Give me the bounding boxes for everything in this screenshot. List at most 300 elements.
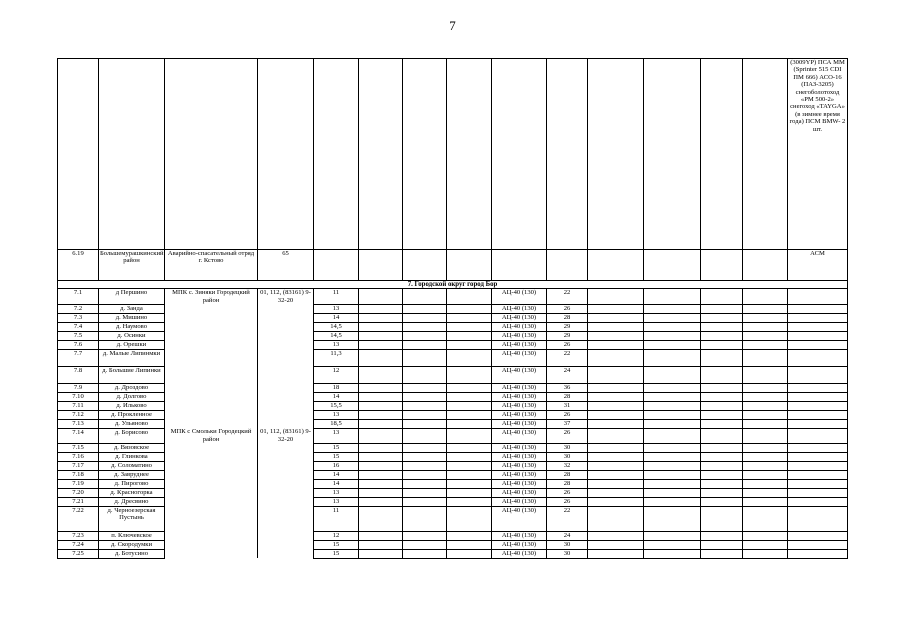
empty-cell <box>701 349 743 366</box>
empty-cell <box>701 497 743 506</box>
row-number: 7.8 <box>58 366 99 383</box>
settlement-name: д. Соломатино <box>99 461 165 470</box>
table-row <box>58 531 848 540</box>
empty-cell <box>701 366 743 383</box>
fire-truck: АЦ-40 (130) <box>492 540 547 549</box>
empty-cell <box>788 313 848 322</box>
empty-cell <box>588 479 644 488</box>
empty-cell <box>403 540 447 549</box>
empty-cell <box>743 506 788 531</box>
empty-cell <box>447 366 492 383</box>
table-row <box>58 540 848 549</box>
arrival-time: 26 <box>547 428 588 443</box>
unit-cell <box>165 452 258 461</box>
empty-cell <box>701 392 743 401</box>
empty-cell <box>359 289 403 304</box>
distance: 13 <box>314 340 359 349</box>
distance: 15 <box>314 549 359 558</box>
empty-cell <box>644 540 701 549</box>
row-number: 7.25 <box>58 549 99 558</box>
empty-cell <box>447 479 492 488</box>
fire-truck: АЦ-40 (130) <box>492 289 547 304</box>
unit-cell <box>165 540 258 549</box>
table-row <box>58 322 848 331</box>
fire-truck: АЦ-40 (130) <box>492 470 547 479</box>
empty-cell <box>447 313 492 322</box>
empty-cell <box>644 349 701 366</box>
table-row <box>58 488 848 497</box>
settlement-name: д. Прокленное <box>99 410 165 419</box>
row-number: 7.3 <box>58 313 99 322</box>
unit-cell <box>165 410 258 419</box>
unit-cell <box>165 304 258 313</box>
table-row <box>58 479 848 488</box>
empty-cell <box>359 322 403 331</box>
empty-cell <box>743 289 788 304</box>
unit-cell <box>165 331 258 340</box>
distance: 16 <box>314 461 359 470</box>
distance: 11 <box>314 506 359 531</box>
empty-cell <box>788 383 848 392</box>
table-row <box>58 461 848 470</box>
table-row <box>58 428 848 443</box>
empty-cell <box>447 488 492 497</box>
empty-cell <box>743 392 788 401</box>
arrival-time: 28 <box>547 479 588 488</box>
empty-cell <box>701 322 743 331</box>
arrival-time: 30 <box>547 540 588 549</box>
settlement-name: д. Орешки <box>99 340 165 349</box>
empty-cell <box>359 531 403 540</box>
row-number: 7.13 <box>58 419 99 428</box>
row-number: 7.11 <box>58 401 99 410</box>
empty-cell <box>447 401 492 410</box>
phone-cell <box>258 497 314 506</box>
empty-cell <box>644 549 701 558</box>
phone-cell <box>258 549 314 558</box>
empty-cell <box>588 531 644 540</box>
row-number: 7.15 <box>58 443 99 452</box>
table-row <box>58 392 848 401</box>
empty-cell <box>701 331 743 340</box>
settlement-name: д. Малые Липинмки <box>99 349 165 366</box>
fire-truck: АЦ-40 (130) <box>492 428 547 443</box>
empty-cell <box>701 452 743 461</box>
distance: 12 <box>314 366 359 383</box>
fire-truck: АЦ-40 (130) <box>492 331 547 340</box>
row-number: 7.12 <box>58 410 99 419</box>
empty-cell <box>403 401 447 410</box>
arrival-time: 28 <box>547 313 588 322</box>
unit-cell <box>165 392 258 401</box>
empty-cell <box>359 497 403 506</box>
empty-cell <box>644 331 701 340</box>
empty-cell <box>359 401 403 410</box>
row-number: 6.19 <box>58 250 99 281</box>
empty-cell <box>447 452 492 461</box>
empty-cell <box>701 304 743 313</box>
arrival-time: 24 <box>547 531 588 540</box>
empty-cell <box>701 410 743 419</box>
empty-cell <box>788 443 848 452</box>
distance: 13 <box>314 497 359 506</box>
empty-cell <box>447 340 492 349</box>
empty-cell <box>403 488 447 497</box>
empty-cell <box>743 401 788 410</box>
table-row <box>58 366 848 383</box>
empty-cell <box>788 479 848 488</box>
fire-truck: АЦ-40 (130) <box>492 497 547 506</box>
empty-cell <box>644 313 701 322</box>
empty-cell <box>588 419 644 428</box>
empty-cell <box>447 549 492 558</box>
table-row <box>58 289 848 304</box>
arrival-time: 26 <box>547 497 588 506</box>
distance: 14,5 <box>314 331 359 340</box>
row-number: 7.10 <box>58 392 99 401</box>
empty-cell <box>743 540 788 549</box>
empty-cell <box>403 366 447 383</box>
empty-cell <box>788 349 848 366</box>
phone-cell <box>258 479 314 488</box>
empty-cell <box>359 304 403 313</box>
empty-cell <box>644 461 701 470</box>
fire-truck: АЦ-40 (130) <box>492 549 547 558</box>
continued-row <box>58 59 848 250</box>
table-row <box>58 401 848 410</box>
empty-cell <box>359 428 403 443</box>
arrival-time: 26 <box>547 410 588 419</box>
arrival-time: 28 <box>547 470 588 479</box>
empty-cell <box>788 540 848 549</box>
settlement-name: д Першино <box>99 289 165 304</box>
empty-cell <box>788 322 848 331</box>
empty-cell <box>588 383 644 392</box>
empty-cell <box>403 479 447 488</box>
empty-cell <box>403 452 447 461</box>
unit-cell <box>165 443 258 452</box>
empty-cell <box>403 340 447 349</box>
table-row <box>58 452 848 461</box>
empty-cell <box>788 289 848 304</box>
empty-cell <box>788 488 848 497</box>
empty-cell <box>403 349 447 366</box>
arrival-time: 30 <box>547 452 588 461</box>
settlement-name: д. Большие Липинки <box>99 366 165 383</box>
empty-cell <box>644 452 701 461</box>
unit-name: Аварийно-спасательный отряд г. Кстово <box>165 250 258 281</box>
settlement-name: д. Завруднее <box>99 470 165 479</box>
settlement-name: д. Дроздово <box>99 383 165 392</box>
settlement-name: п. Ключевское <box>99 531 165 540</box>
settlement-name: д. Наумово <box>99 322 165 331</box>
empty-cell <box>588 340 644 349</box>
empty-cell <box>403 531 447 540</box>
empty-cell <box>743 410 788 419</box>
empty-cell <box>701 428 743 443</box>
row-number: 7.17 <box>58 461 99 470</box>
fire-truck: АЦ-40 (130) <box>492 506 547 531</box>
row-number: 7.18 <box>58 470 99 479</box>
empty-cell <box>788 428 848 443</box>
row-number: 7.6 <box>58 340 99 349</box>
fire-truck: АЦ-40 (130) <box>492 479 547 488</box>
arrival-time: 36 <box>547 383 588 392</box>
empty-cell <box>588 410 644 419</box>
empty-cell <box>403 461 447 470</box>
fire-truck: АЦ-40 (130) <box>492 443 547 452</box>
fire-truck: АЦ-40 (130) <box>492 488 547 497</box>
distance: 15 <box>314 443 359 452</box>
arrival-time: 30 <box>547 549 588 558</box>
empty-cell <box>403 549 447 558</box>
empty-cell <box>743 313 788 322</box>
fire-truck: АЦ-40 (130) <box>492 452 547 461</box>
distance: 15,5 <box>314 401 359 410</box>
empty-cell <box>447 497 492 506</box>
phone-cell: 01, 112, (83161) 9-32-20 <box>258 289 314 304</box>
empty-cell <box>743 452 788 461</box>
fire-truck: АЦ-40 (130) <box>492 531 547 540</box>
empty-cell <box>359 331 403 340</box>
table-row <box>58 506 848 531</box>
empty-cell <box>788 410 848 419</box>
empty-cell <box>447 540 492 549</box>
phone-cell <box>258 340 314 349</box>
equipment-cell: (3009YP) ПСА ММ (Sprinter 515 CDI ПМ 666) АСО-16 (ПАЗ-3205) снегоболотоход «РМ 500-2» снегоход «TAYGA» (в зимнее время года) ПСМ BMW- 2 шт. <box>788 59 848 250</box>
table-row <box>58 331 848 340</box>
empty-cell <box>701 540 743 549</box>
empty-cell <box>788 366 848 383</box>
phone-cell <box>258 461 314 470</box>
empty-cell <box>588 443 644 452</box>
empty-cell <box>447 461 492 470</box>
district-name: Большемурашкинский район <box>99 250 165 281</box>
arrival-time: 29 <box>547 322 588 331</box>
empty-cell <box>588 401 644 410</box>
arrival-time: 26 <box>547 340 588 349</box>
empty-cell <box>447 289 492 304</box>
empty-cell <box>701 531 743 540</box>
empty-cell <box>743 461 788 470</box>
table-row-6-19 <box>58 250 848 281</box>
phone-cell <box>258 540 314 549</box>
distance: 15 <box>314 452 359 461</box>
empty-cell <box>788 340 848 349</box>
settlement-name: д. Осинки <box>99 331 165 340</box>
equipment: АСМ <box>788 250 848 281</box>
empty-cell <box>644 419 701 428</box>
empty-cell <box>644 479 701 488</box>
response-table <box>57 58 848 559</box>
phone-cell <box>258 349 314 366</box>
empty-cell <box>644 289 701 304</box>
empty-cell <box>359 313 403 322</box>
settlement-name: д. Дресвино <box>99 497 165 506</box>
table-row <box>58 549 848 558</box>
distance: 11 <box>314 289 359 304</box>
empty-cell <box>644 497 701 506</box>
distance: 14 <box>314 313 359 322</box>
row-number: 7.16 <box>58 452 99 461</box>
phone-cell <box>258 304 314 313</box>
empty-cell <box>743 419 788 428</box>
distance: 11,3 <box>314 349 359 366</box>
empty-cell <box>359 340 403 349</box>
empty-cell <box>403 497 447 506</box>
empty-cell <box>447 470 492 479</box>
empty-cell <box>447 331 492 340</box>
empty-cell <box>701 340 743 349</box>
distance: 14 <box>314 392 359 401</box>
unit-cell <box>165 366 258 383</box>
phone-cell <box>258 410 314 419</box>
phone-cell <box>258 366 314 383</box>
phone-cell <box>258 488 314 497</box>
empty-cell <box>359 540 403 549</box>
row-number: 7.7 <box>58 349 99 366</box>
fire-truck: АЦ-40 (130) <box>492 322 547 331</box>
empty-cell <box>743 331 788 340</box>
distance: 18 <box>314 383 359 392</box>
empty-cell <box>788 452 848 461</box>
empty-cell <box>743 549 788 558</box>
empty-cell <box>588 488 644 497</box>
empty-cell <box>403 322 447 331</box>
empty-cell <box>743 349 788 366</box>
empty-cell <box>644 488 701 497</box>
empty-cell <box>588 540 644 549</box>
fire-truck: АЦ-40 (130) <box>492 304 547 313</box>
empty-cell <box>644 410 701 419</box>
empty-cell <box>644 304 701 313</box>
empty-cell <box>701 289 743 304</box>
empty-cell <box>588 506 644 531</box>
empty-cell <box>588 497 644 506</box>
distance: 13 <box>314 488 359 497</box>
table-row <box>58 383 848 392</box>
arrival-time: 29 <box>547 331 588 340</box>
row-number: 7.24 <box>58 540 99 549</box>
arrival-time: 26 <box>547 304 588 313</box>
empty-cell <box>588 289 644 304</box>
page-number: 7 <box>449 18 456 33</box>
settlement-name: д. Вязовское <box>99 443 165 452</box>
empty-cell <box>588 461 644 470</box>
empty-cell <box>644 531 701 540</box>
section-header <box>58 281 848 289</box>
empty-cell <box>788 549 848 558</box>
empty-cell <box>701 479 743 488</box>
arrival-time: 22 <box>547 506 588 531</box>
empty-cell <box>743 531 788 540</box>
settlement-name: д. Долгово <box>99 392 165 401</box>
empty-cell <box>359 479 403 488</box>
fire-truck: АЦ-40 (130) <box>492 366 547 383</box>
arrival-time: 22 <box>547 289 588 304</box>
settlement-name: д. Ильково <box>99 401 165 410</box>
empty-cell <box>701 383 743 392</box>
phone-cell <box>258 401 314 410</box>
empty-cell <box>588 304 644 313</box>
empty-cell <box>788 331 848 340</box>
settlement-name: д. Пирогово <box>99 479 165 488</box>
fire-truck: АЦ-40 (130) <box>492 392 547 401</box>
empty-cell <box>447 322 492 331</box>
empty-cell <box>588 452 644 461</box>
arrival-time: 28 <box>547 392 588 401</box>
empty-cell <box>588 392 644 401</box>
settlement-name: д. Занда <box>99 304 165 313</box>
empty-cell <box>359 452 403 461</box>
phone-cell <box>258 470 314 479</box>
empty-cell <box>644 366 701 383</box>
fire-truck: АЦ-40 (130) <box>492 410 547 419</box>
unit-cell <box>165 506 258 531</box>
empty-cell <box>644 401 701 410</box>
settlement-name: д. Мишино <box>99 313 165 322</box>
empty-cell <box>644 506 701 531</box>
phone-cell: 01, 112, (83161) 9-32-20 <box>258 428 314 443</box>
fire-truck: АЦ-40 (130) <box>492 419 547 428</box>
fire-truck: АЦ-40 (130) <box>492 340 547 349</box>
row-number: 7.1 <box>58 289 99 304</box>
empty-cell <box>588 331 644 340</box>
settlement-name: д. Черноезерская Пустынь <box>99 506 165 531</box>
distance: 14,5 <box>314 322 359 331</box>
empty-cell <box>644 470 701 479</box>
table-row <box>58 304 848 313</box>
empty-cell <box>701 470 743 479</box>
phone-cell <box>258 419 314 428</box>
empty-cell <box>644 322 701 331</box>
empty-cell <box>588 470 644 479</box>
row-number: 7.22 <box>58 506 99 531</box>
empty-cell <box>447 304 492 313</box>
fire-truck: АЦ-40 (130) <box>492 349 547 366</box>
empty-cell <box>588 549 644 558</box>
arrival-time: 37 <box>547 419 588 428</box>
table-row <box>58 410 848 419</box>
fire-truck: АЦ-40 (130) <box>492 383 547 392</box>
empty-cell <box>701 549 743 558</box>
empty-cell <box>788 531 848 540</box>
unit-cell <box>165 488 258 497</box>
unit-cell <box>165 322 258 331</box>
empty-cell <box>788 304 848 313</box>
empty-cell <box>359 383 403 392</box>
row-number: 7.23 <box>58 531 99 540</box>
empty-cell <box>403 506 447 531</box>
row-number: 7.14 <box>58 428 99 443</box>
empty-cell <box>743 497 788 506</box>
empty-cell <box>788 392 848 401</box>
empty-cell <box>588 366 644 383</box>
distance: 15 <box>314 540 359 549</box>
phone-cell <box>258 443 314 452</box>
unit-cell: МПК с. Зиняки Городецкий район <box>165 289 258 304</box>
empty-cell <box>359 461 403 470</box>
empty-cell <box>743 470 788 479</box>
unit-cell <box>165 401 258 410</box>
empty-cell <box>743 383 788 392</box>
table-row <box>58 497 848 506</box>
arrival-time: 26 <box>547 488 588 497</box>
empty-cell <box>644 443 701 452</box>
distance: 18,5 <box>314 419 359 428</box>
unit-cell <box>165 479 258 488</box>
empty-cell <box>447 419 492 428</box>
